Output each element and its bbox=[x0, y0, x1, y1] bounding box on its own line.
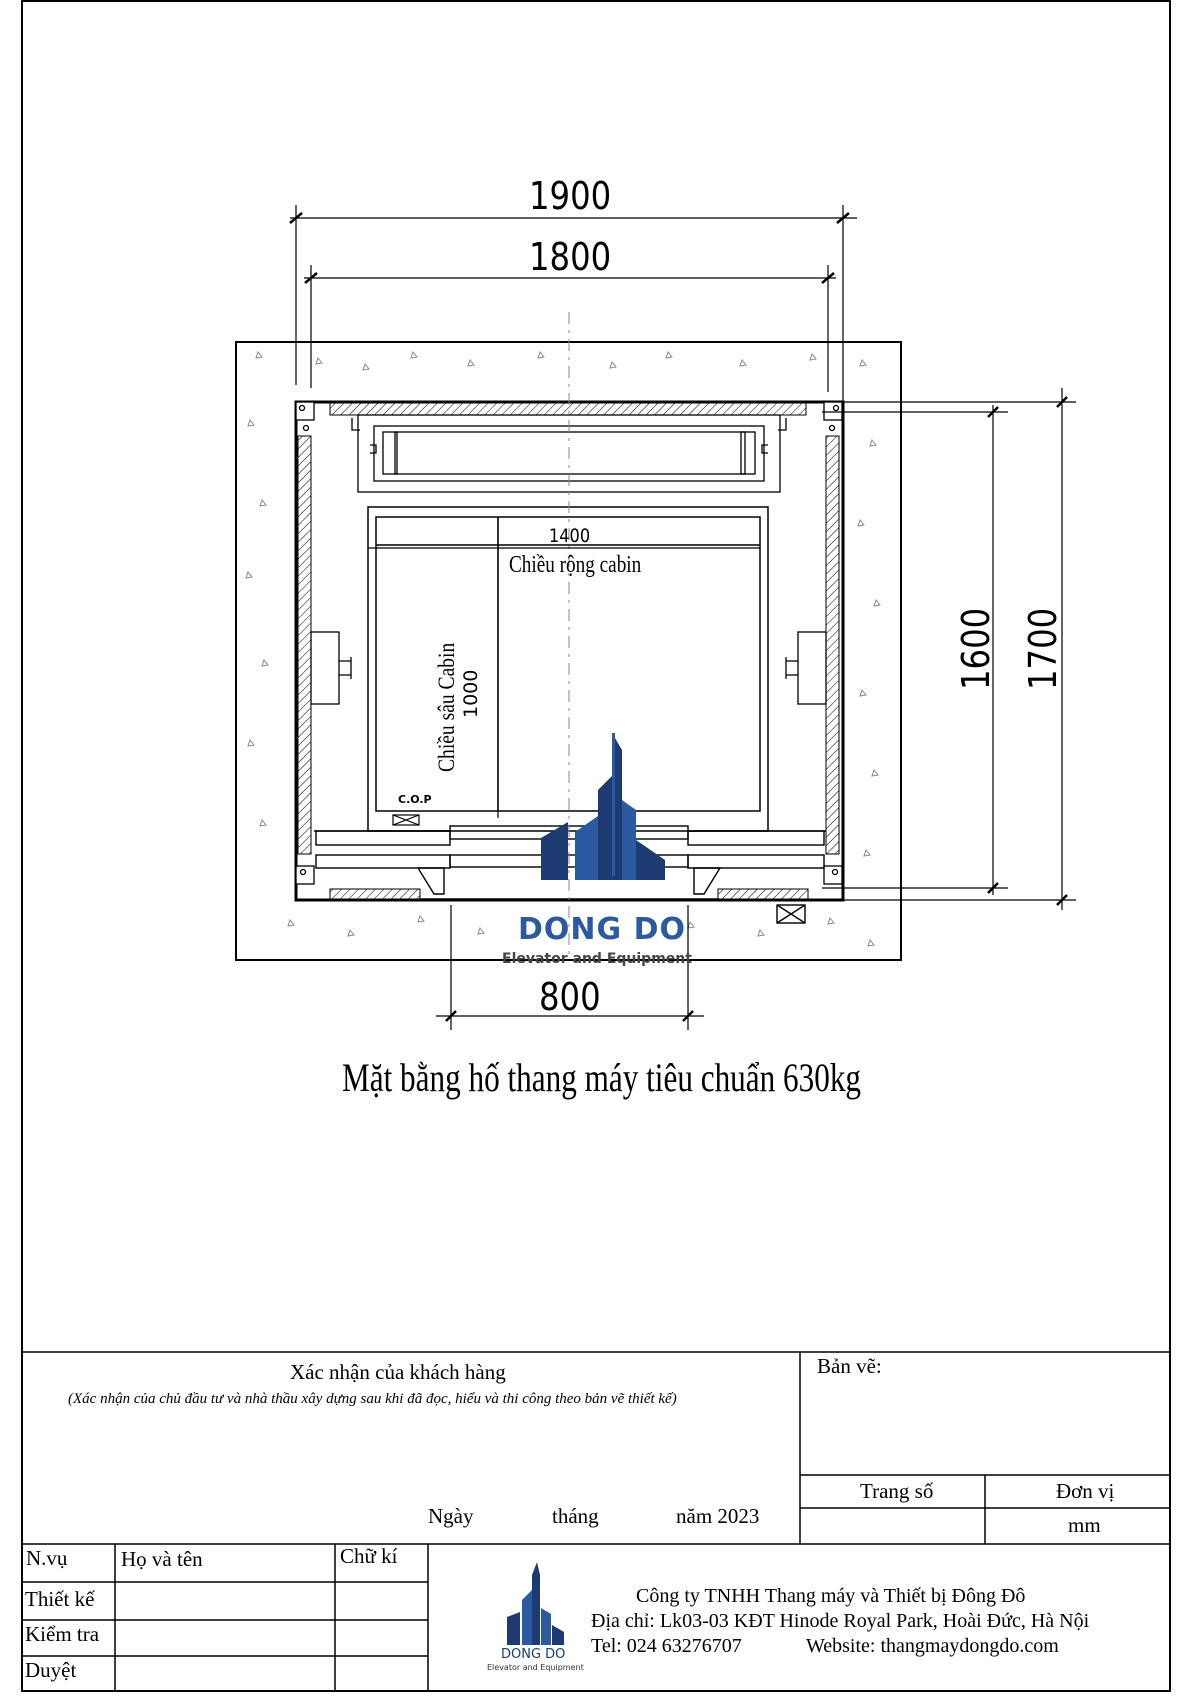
watermark-tagline: Elevator and Equipment bbox=[502, 951, 692, 967]
company-name: Công ty TNHH Thang máy và Thiết bị Đông Đô bbox=[636, 1585, 1026, 1607]
label-cop: C.O.P bbox=[398, 793, 432, 806]
customer-confirm-note: (Xác nhận của chủ đầu tư và nhà thầu xây dựng sau khi đã đọc, hiểu và thi công theo bản vẽ thiết kế) bbox=[68, 1391, 677, 1407]
drawing-name-label: Bản vẽ: bbox=[817, 1354, 882, 1378]
role-row-approve: Duyệt bbox=[25, 1658, 77, 1682]
dim-shaft-depth: 1700 bbox=[1021, 607, 1065, 690]
name-header: Họ và tên bbox=[121, 1547, 203, 1571]
role-row-check: Kiểm tra bbox=[25, 1622, 100, 1646]
watermark-brand: DONG DO bbox=[518, 912, 686, 947]
dim-cabin-width: 1400 bbox=[549, 525, 591, 547]
company-website: Website: thangmaydongdo.com bbox=[806, 1635, 1059, 1657]
day-label: Ngày bbox=[428, 1504, 474, 1528]
label-cabin-width: Chiều rộng cabin bbox=[509, 552, 642, 578]
dim-inner-depth: 1600 bbox=[954, 607, 998, 690]
role-row-design: Thiết kế bbox=[25, 1587, 95, 1611]
label-cabin-depth: Chiều sâu Cabin bbox=[434, 642, 459, 772]
company-tel: Tel: 024 63276707 bbox=[591, 1635, 742, 1657]
signature-header: Chữ kí bbox=[340, 1544, 398, 1568]
year-label: năm 2023 bbox=[676, 1504, 760, 1528]
company-logo-icon bbox=[507, 1562, 564, 1645]
page-number-label: Trang số bbox=[860, 1479, 934, 1503]
company-logo-tagline: Elevator and Equipment bbox=[487, 1663, 584, 1672]
company-address: Địa chỉ: Lk03-03 KĐT Hinode Royal Park, Hoài Đức, Hà Nội bbox=[591, 1610, 1090, 1632]
dim-shaft-width: 1900 bbox=[529, 174, 612, 218]
unit-value: mm bbox=[1068, 1513, 1101, 1537]
unit-label: Đơn vị bbox=[1056, 1479, 1115, 1503]
dim-door-width: 800 bbox=[539, 975, 601, 1019]
drawing-title: Mặt bằng hố thang máy tiêu chuẩn 630kg bbox=[342, 1055, 862, 1100]
month-label: tháng bbox=[552, 1504, 599, 1528]
customer-confirm-heading: Xác nhận của khách hàng bbox=[290, 1360, 506, 1384]
company-logo-brand: DONG DO bbox=[501, 1647, 566, 1662]
dim-rail-span: 1800 bbox=[529, 235, 612, 279]
role-header: N.vụ bbox=[26, 1546, 68, 1570]
dim-cabin-depth: 1000 bbox=[460, 669, 482, 718]
